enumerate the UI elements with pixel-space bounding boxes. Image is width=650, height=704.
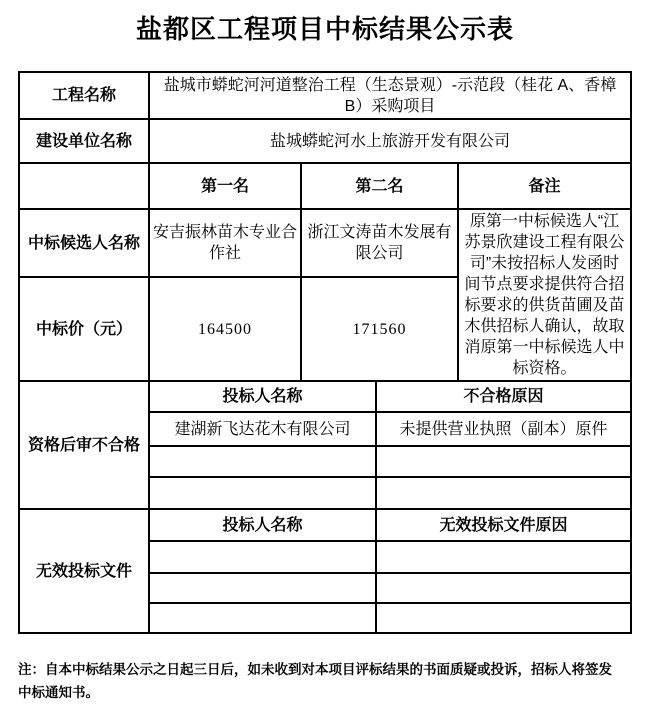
project-name-label-cell: 工程名称 [19,72,149,119]
table-row [19,119,631,163]
bidder-name-cell [149,477,376,509]
bidder-name-cell [149,603,376,633]
reason-cell [376,446,631,477]
price-first-cell: 164500 [149,277,301,381]
invalid-reason-header-cell: 无效投标文件原因 [376,509,631,541]
project-name-value-cell: 盐城市蟒蛇河河道整治工程（生态景观）-示范段（桂花 A、香樟 B）采购项目 [149,72,631,119]
price-second-cell: 171560 [301,277,458,381]
reason-cell [376,541,631,573]
table-row [19,72,631,119]
owner-value-cell: 盐城蟒蛇河水上旅游开发有限公司 [149,119,631,163]
candidates-label-cell: 中标候选人名称 [19,209,149,277]
invalid-bidder-header-cell: 投标人名称 [149,509,376,541]
candidate-first-cell: 安吉振林苗木专业合作社 [149,209,301,277]
owner-label-cell: 建设单位名称 [19,119,149,163]
empty-cell [19,163,149,209]
bid-results-table [18,71,632,634]
bidder-name-cell [149,573,376,603]
bidder-name-cell: 建湖新飞达花木有限公司 [149,412,376,446]
price-label-cell: 中标价（元） [19,277,149,381]
unqualified-bidder-header-cell: 投标人名称 [149,381,376,412]
unqualified-section-label-cell: 资格后审不合格 [19,381,149,509]
footnote: 注：自本中标结果公示之日起三日后，如未收到对本项目评标结果的书面质疑或投诉，招标人将签发中标通知书。 [18,662,612,700]
remark-header-cell: 备注 [458,163,631,209]
table-row [19,381,631,412]
rank-first-header-cell: 第一名 [149,163,301,209]
unqualified-reason-header-cell: 不合格原因 [376,381,631,412]
reason-cell [376,573,631,603]
reason-cell [376,603,631,633]
remark-value-cell: 原第一中标候选人“江苏景欣建设工程有限公司”未按招标人发函时间节点要求提供符合招标要求的供货苗圃及苗木供招标人确认，故取消原第一中标候选人中标资格。 [458,209,631,381]
rank-second-header-cell: 第二名 [301,163,458,209]
table-row [19,163,631,209]
bidder-name-cell [149,446,376,477]
table-row [19,509,631,541]
bidder-name-cell [149,541,376,573]
invalid-section-label-cell: 无效投标文件 [19,509,149,633]
reason-cell: 未提供营业执照（副本）原件 [376,412,631,446]
table-row [19,209,631,277]
candidate-second-cell: 浙江文涛苗木发展有限公司 [301,209,458,277]
page-title: 盐都区工程项目中标结果公示表 [135,14,514,44]
reason-cell [376,477,631,509]
